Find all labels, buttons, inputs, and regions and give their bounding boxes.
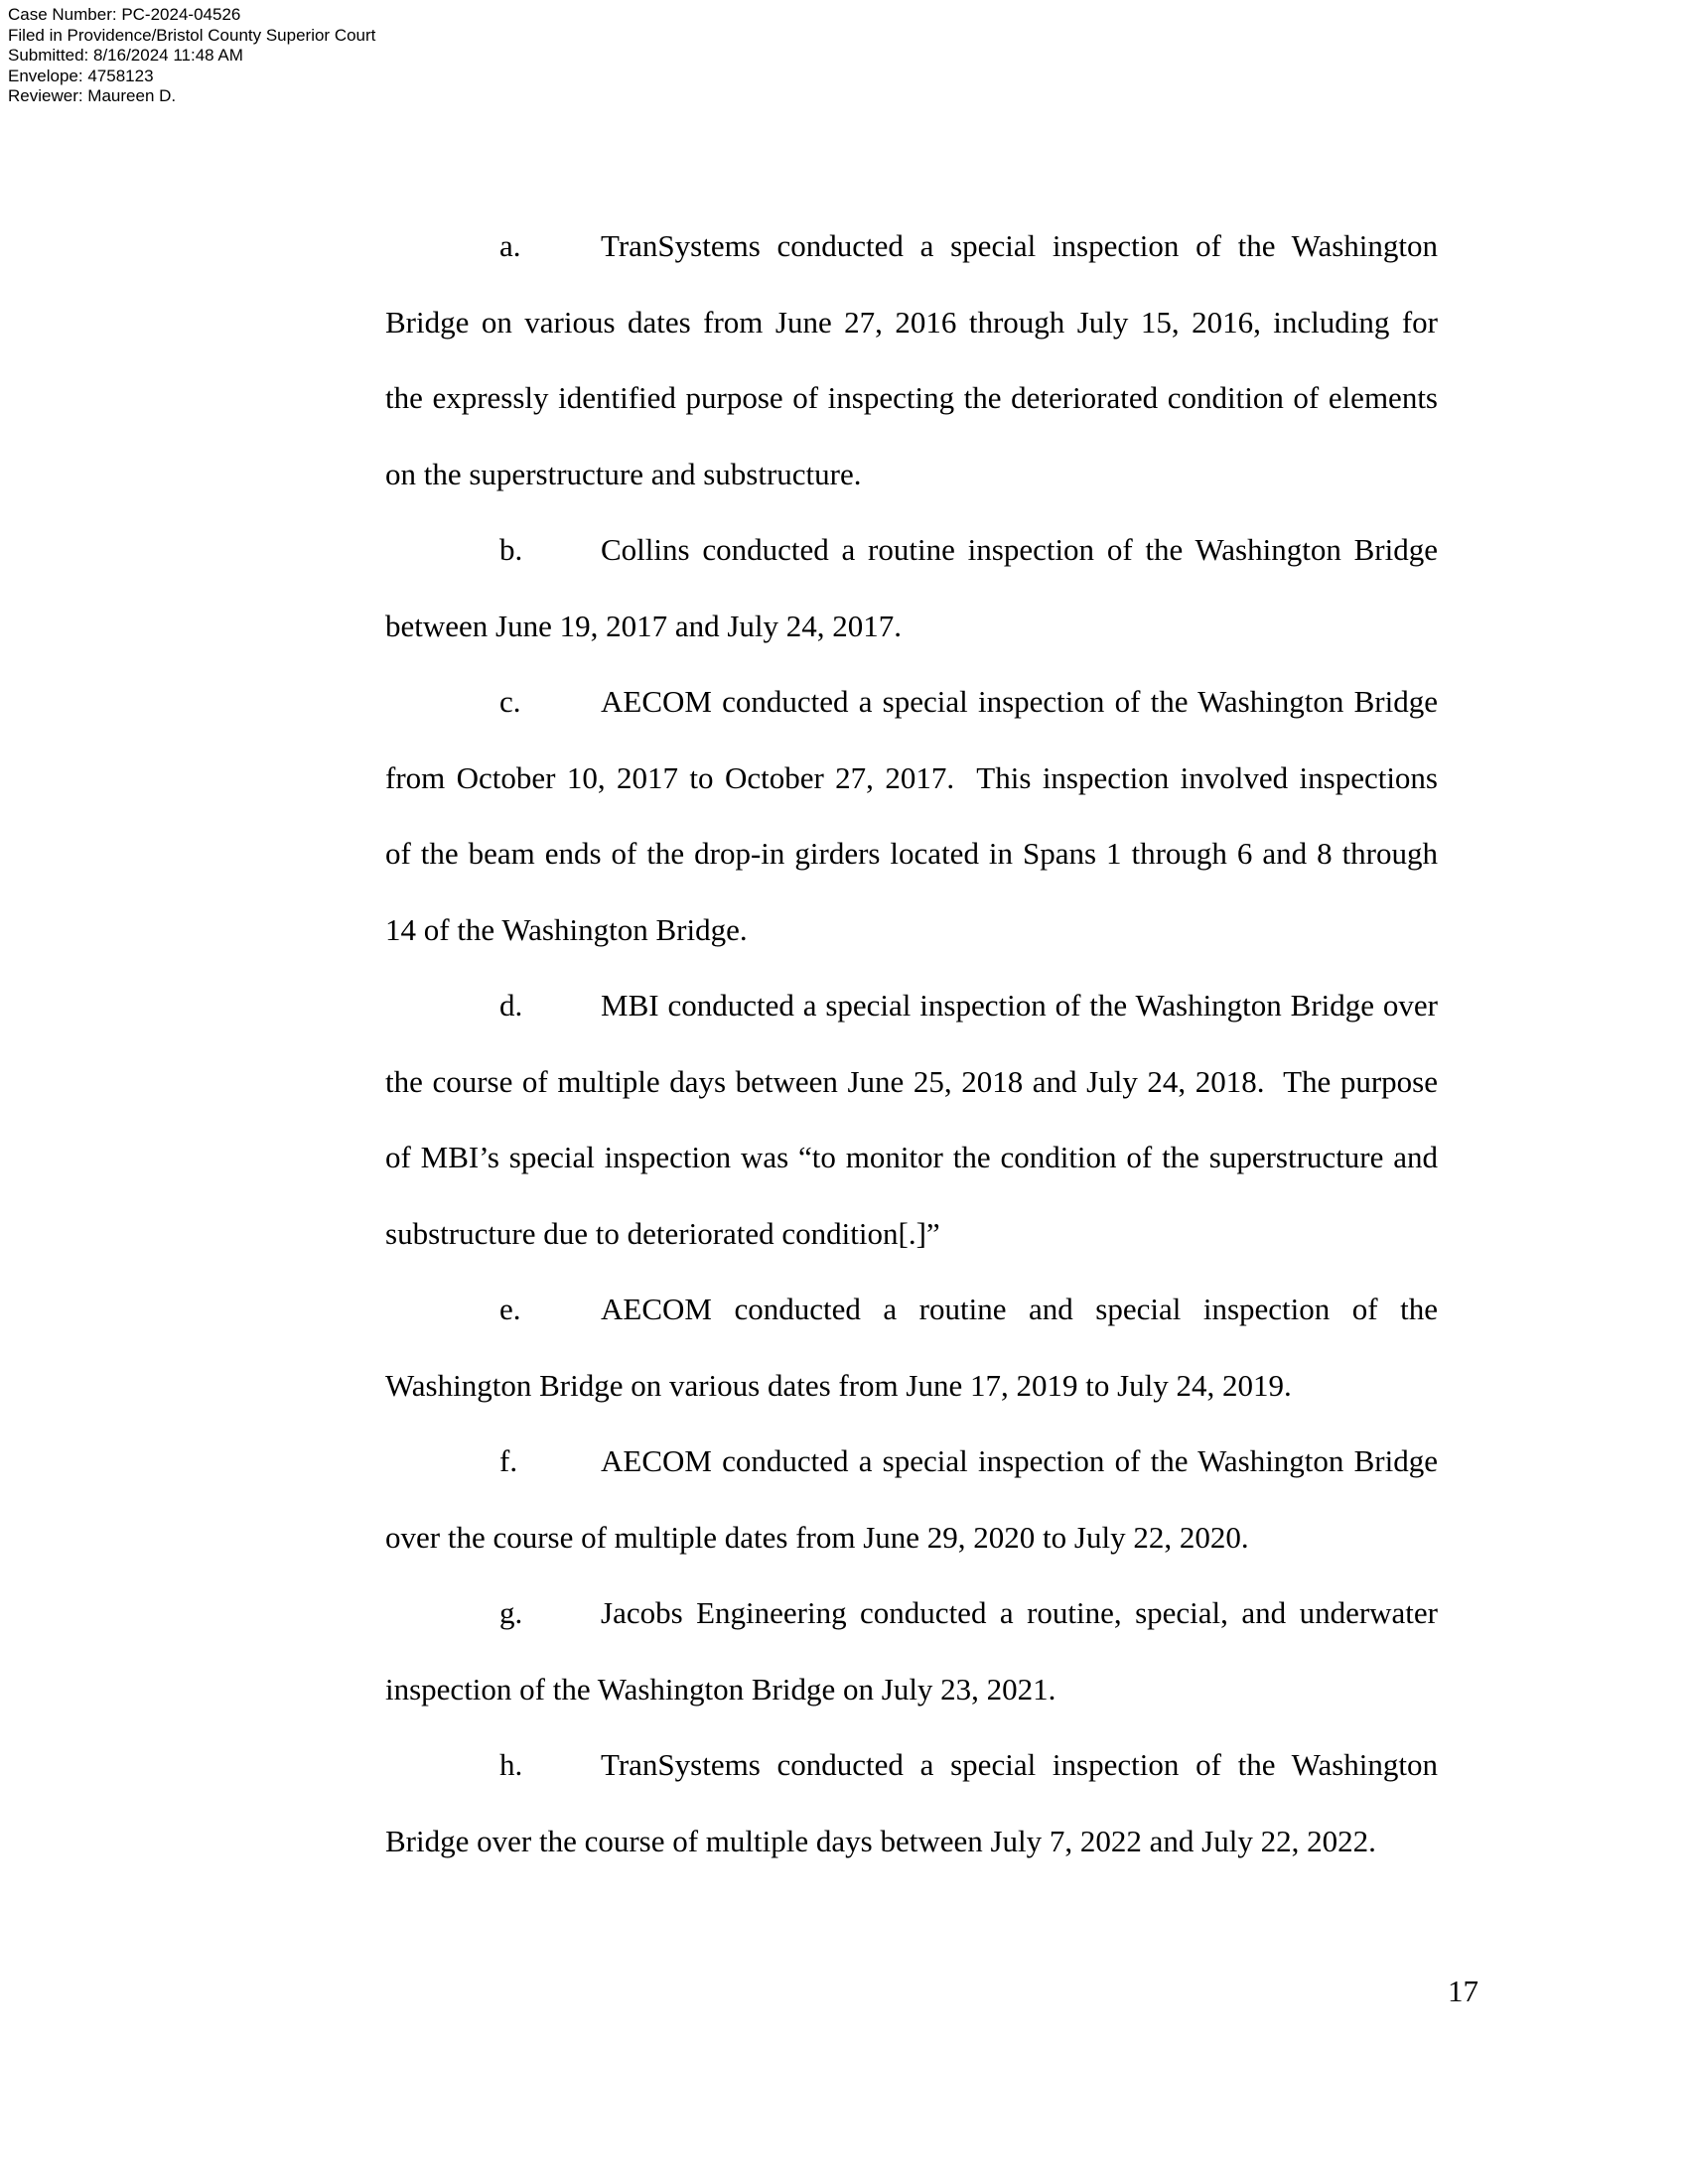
list-marker-a: a. xyxy=(499,228,521,263)
list-marker-b: b. xyxy=(499,532,523,567)
text-line: from October 10, 2017 to October 27, 2017. This inspection involved inspections xyxy=(385,759,1438,795)
text-line xyxy=(385,1424,1438,1500)
stamp-reviewer: Reviewer: Maureen D. xyxy=(8,86,177,105)
list-marker-e: e. xyxy=(499,1292,521,1326)
text-line: the expressly identified purpose of inspecting the deteriorated condition of elements xyxy=(385,380,1438,415)
paragraph-f xyxy=(385,1424,1438,1575)
text-line xyxy=(385,512,1438,589)
text-line: substructure due to deteriorated condition[.]” xyxy=(385,1215,940,1251)
list-marker-f: f. xyxy=(499,1443,518,1478)
paragraph-c xyxy=(385,664,1438,968)
text-line: Bridge on various dates from June 27, 2016 through July 15, 2016, including for xyxy=(385,304,1438,340)
text-line: 14 of the Washington Bridge. xyxy=(385,911,748,947)
paragraph-h xyxy=(385,1727,1438,1879)
text-line-content: MBI conducted a special inspection of the Washington Bridge over xyxy=(601,988,1438,1023)
text-line-content: AECOM conducted a special inspection of the Washington Bridge xyxy=(601,684,1438,719)
text-line xyxy=(385,208,1438,285)
text-line-content: TranSystems conducted a special inspection of the Washington xyxy=(601,228,1438,263)
paragraph-d xyxy=(385,968,1438,1272)
text-line-content: AECOM conducted a routine and special inspection of the xyxy=(601,1292,1438,1326)
text-line xyxy=(385,1727,1438,1804)
page-number: 17 xyxy=(1448,1974,1478,2008)
paragraph-a xyxy=(385,208,1438,512)
text-line-content: Collins conducted a routine inspection of the Washington Bridge xyxy=(601,532,1438,567)
stamp-envelope: Envelope: 4758123 xyxy=(8,66,154,85)
text-line: the course of multiple days between June 25, 2018 and July 24, 2018. The purpose xyxy=(385,1063,1438,1099)
text-line: Washington Bridge on various dates from June 17, 2019 to July 24, 2019. xyxy=(385,1367,1292,1403)
text-line: between June 19, 2017 and July 24, 2017. xyxy=(385,608,903,643)
filing-stamp xyxy=(8,5,375,107)
text-line: over the course of multiple dates from June 29, 2020 to July 22, 2020. xyxy=(385,1519,1249,1555)
stamp-case-number: Case Number: PC-2024-04526 xyxy=(8,5,241,24)
text-line: inspection of the Washington Bridge on July 23, 2021. xyxy=(385,1671,1056,1706)
text-line xyxy=(385,1575,1438,1652)
text-line: on the superstructure and substructure. xyxy=(385,456,862,491)
text-line: of the beam ends of the drop-in girders located in Spans 1 through 6 and 8 through xyxy=(385,836,1438,871)
text-line xyxy=(385,1272,1438,1348)
paragraph-g xyxy=(385,1575,1438,1727)
list-marker-d: d. xyxy=(499,988,523,1023)
list-marker-g: g. xyxy=(499,1595,523,1630)
text-line-content: TranSystems conducted a special inspection of the Washington xyxy=(601,1747,1438,1782)
text-line: of MBI’s special inspection was “to monitor the condition of the superstructure and xyxy=(385,1140,1438,1174)
stamp-filed-in: Filed in Providence/Bristol County Superior Court xyxy=(8,25,376,45)
text-line: Bridge over the course of multiple days between July 7, 2022 and July 22, 2022. xyxy=(385,1823,1376,1858)
text-line-content: Jacobs Engineering conducted a routine, special, and underwater xyxy=(601,1595,1438,1630)
paragraph-e xyxy=(385,1272,1438,1424)
list-marker-c: c. xyxy=(499,684,521,719)
stamp-submitted: Submitted: 8/16/2024 11:48 AM xyxy=(8,46,243,65)
text-line xyxy=(385,664,1438,741)
document-body xyxy=(385,208,1438,1879)
paragraph-b xyxy=(385,512,1438,664)
list-marker-h: h. xyxy=(499,1747,523,1782)
text-line xyxy=(385,968,1438,1044)
text-line-content: AECOM conducted a special inspection of the Washington Bridge xyxy=(601,1443,1438,1478)
